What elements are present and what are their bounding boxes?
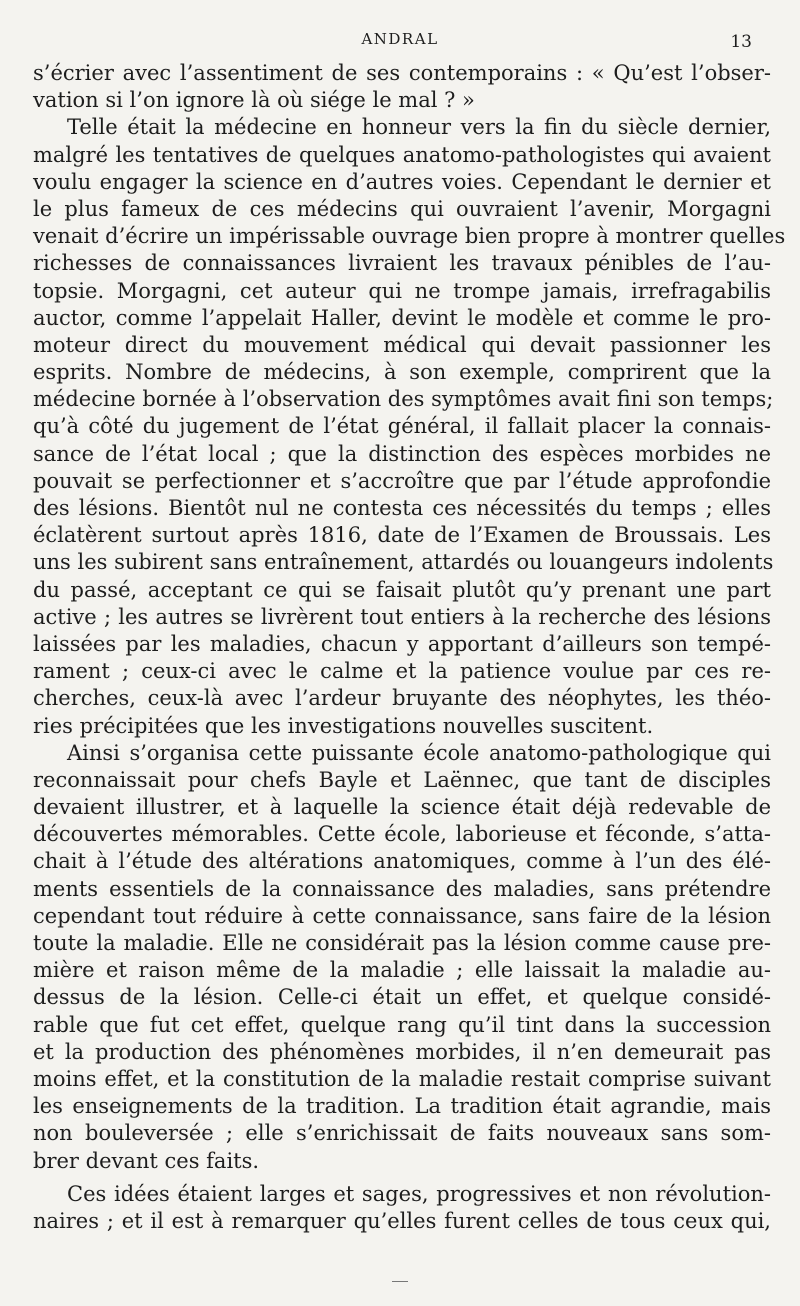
body-text [33, 60, 786, 1235]
running-head [0, 28, 800, 52]
text-line: laissées par les maladies, chacun y apportant d’ailleurs son tempé- [33, 631, 771, 656]
page-number: 13 [730, 32, 752, 52]
paragraph-1 [33, 60, 771, 114]
text-line: Ces idées étaient larges et sages, progressives et non révolution- [67, 1181, 771, 1206]
text-line: cependant tout réduire à cette connaissance, sans faire de la lésion [33, 903, 771, 928]
text-line: malgré les tentatives de quelques anatomo-pathologistes qui avaient [33, 142, 771, 167]
text-line: pouvait se perfectionner et s’accroître que par l’étude approfondie [33, 468, 771, 493]
footer-rule [392, 1281, 408, 1282]
text-line: sance de l’état local ; que la distinction des espèces morbides ne [33, 441, 771, 466]
text-line: dessus de la lésion. Celle-ci était un effet, et quelque considé- [33, 985, 771, 1010]
text-line: cherches, ceux-là avec l’ardeur bruyante des néophytes, les théo- [33, 686, 771, 711]
running-title: ANDRAL [361, 30, 439, 48]
text-line: médecine bornée à l’observation des symptômes avait fini son temps; [33, 387, 774, 412]
text-line: des lésions. Bientôt nul ne contesta ces nécessités du temps ; elles [33, 496, 771, 520]
text-line: éclatèrent surtout après 1816, date de l’Examen de Broussais. Les [33, 523, 771, 548]
text-line: Ainsi s’organisa cette puissante école anatomo-pathologique qui [67, 740, 771, 765]
text-line: reconnaissait pour chefs Bayle et Laënnec, que tant de disciples [33, 767, 771, 792]
paragraph-4 [33, 1181, 771, 1235]
text-line: richesses de connaissances livraient les travaux pénibles de l’au- [33, 251, 771, 276]
paragraph-2 [33, 114, 786, 739]
text-line: moteur direct du mouvement médical qui devait passionner les [33, 332, 771, 357]
text-line: ries précipitées que les investigations nouvelles suscitent. [33, 713, 654, 738]
text-line: venait d’écrire un impérissable ouvrage bien propre à montrer quelles [33, 224, 786, 249]
paragraph-3 [33, 740, 771, 1175]
text-line: du passé, acceptant ce qui se faisait plutôt qu’y prenant une part [33, 577, 771, 602]
text-line: naires ; et il est à remarquer qu’elles furent celles de tous ceux qui, [33, 1208, 771, 1233]
text-line: topsie. Morgagni, cet auteur qui ne trompe jamais, irrefragabilis [33, 278, 771, 303]
text-line: Telle était la médecine en honneur vers la fin du siècle dernier, [67, 115, 771, 140]
text-line: découvertes mémorables. Cette école, laborieuse et féconde, s’atta- [33, 822, 771, 847]
text-line: mière et raison même de la maladie ; elle laissait la maladie au- [33, 958, 771, 983]
text-line: voulu engager la science en d’autres voies. Cependant le dernier et [33, 169, 771, 194]
text-line: chait à l’étude des altérations anatomiques, comme à l’un des élé- [33, 849, 771, 874]
text-line: et la production des phénomènes morbides, il n’en demeurait pas [33, 1039, 771, 1064]
text-line: les enseignements de la tradition. La tradition était agrandie, mais [33, 1094, 771, 1119]
text-line: s’écrier avec l’assentiment de ses contemporains : « Qu’est l’obser- [33, 61, 771, 85]
text-line: rament ; ceux-ci avec le calme et la patience voulue par ces re- [33, 659, 771, 684]
text-line: le plus fameux de ces médecins qui ouvraient l’avenir, Morgagni [33, 196, 771, 221]
text-line: auctor, comme l’appelait Haller, devint le modèle et comme le pro- [33, 305, 771, 330]
text-line: devaient illustrer, et à laquelle la science était déjà redevable de [33, 795, 771, 820]
text-line: rable que fut cet effet, quelque rang qu’il tint dans la succession [33, 1012, 771, 1037]
text-line: ments essentiels de la connaissance des maladies, sans prétendre [33, 876, 771, 901]
text-line: toute la maladie. Elle ne considérait pas la lésion comme cause pre- [33, 931, 771, 955]
text-line: non bouleversée ; elle s’enrichissait de faits nouveaux sans som- [33, 1121, 771, 1146]
text-line: active ; les autres se livrèrent tout entiers à la recherche des lésions [33, 604, 771, 629]
text-line: brer devant ces faits. [33, 1148, 260, 1173]
text-line: vation si l’on ignore là où siége le mal ? » [33, 88, 475, 113]
text-line: uns les subirent sans entraînement, attardés ou louangeurs indolents [33, 550, 774, 575]
text-line: esprits. Nombre de médecins, à son exemple, comprirent que la [33, 360, 771, 385]
text-line: moins effet, et la constitution de la maladie restait comprise suivant [33, 1066, 771, 1091]
text-line: qu’à côté du jugement de l’état général, il fallait placer la connais- [33, 414, 771, 439]
